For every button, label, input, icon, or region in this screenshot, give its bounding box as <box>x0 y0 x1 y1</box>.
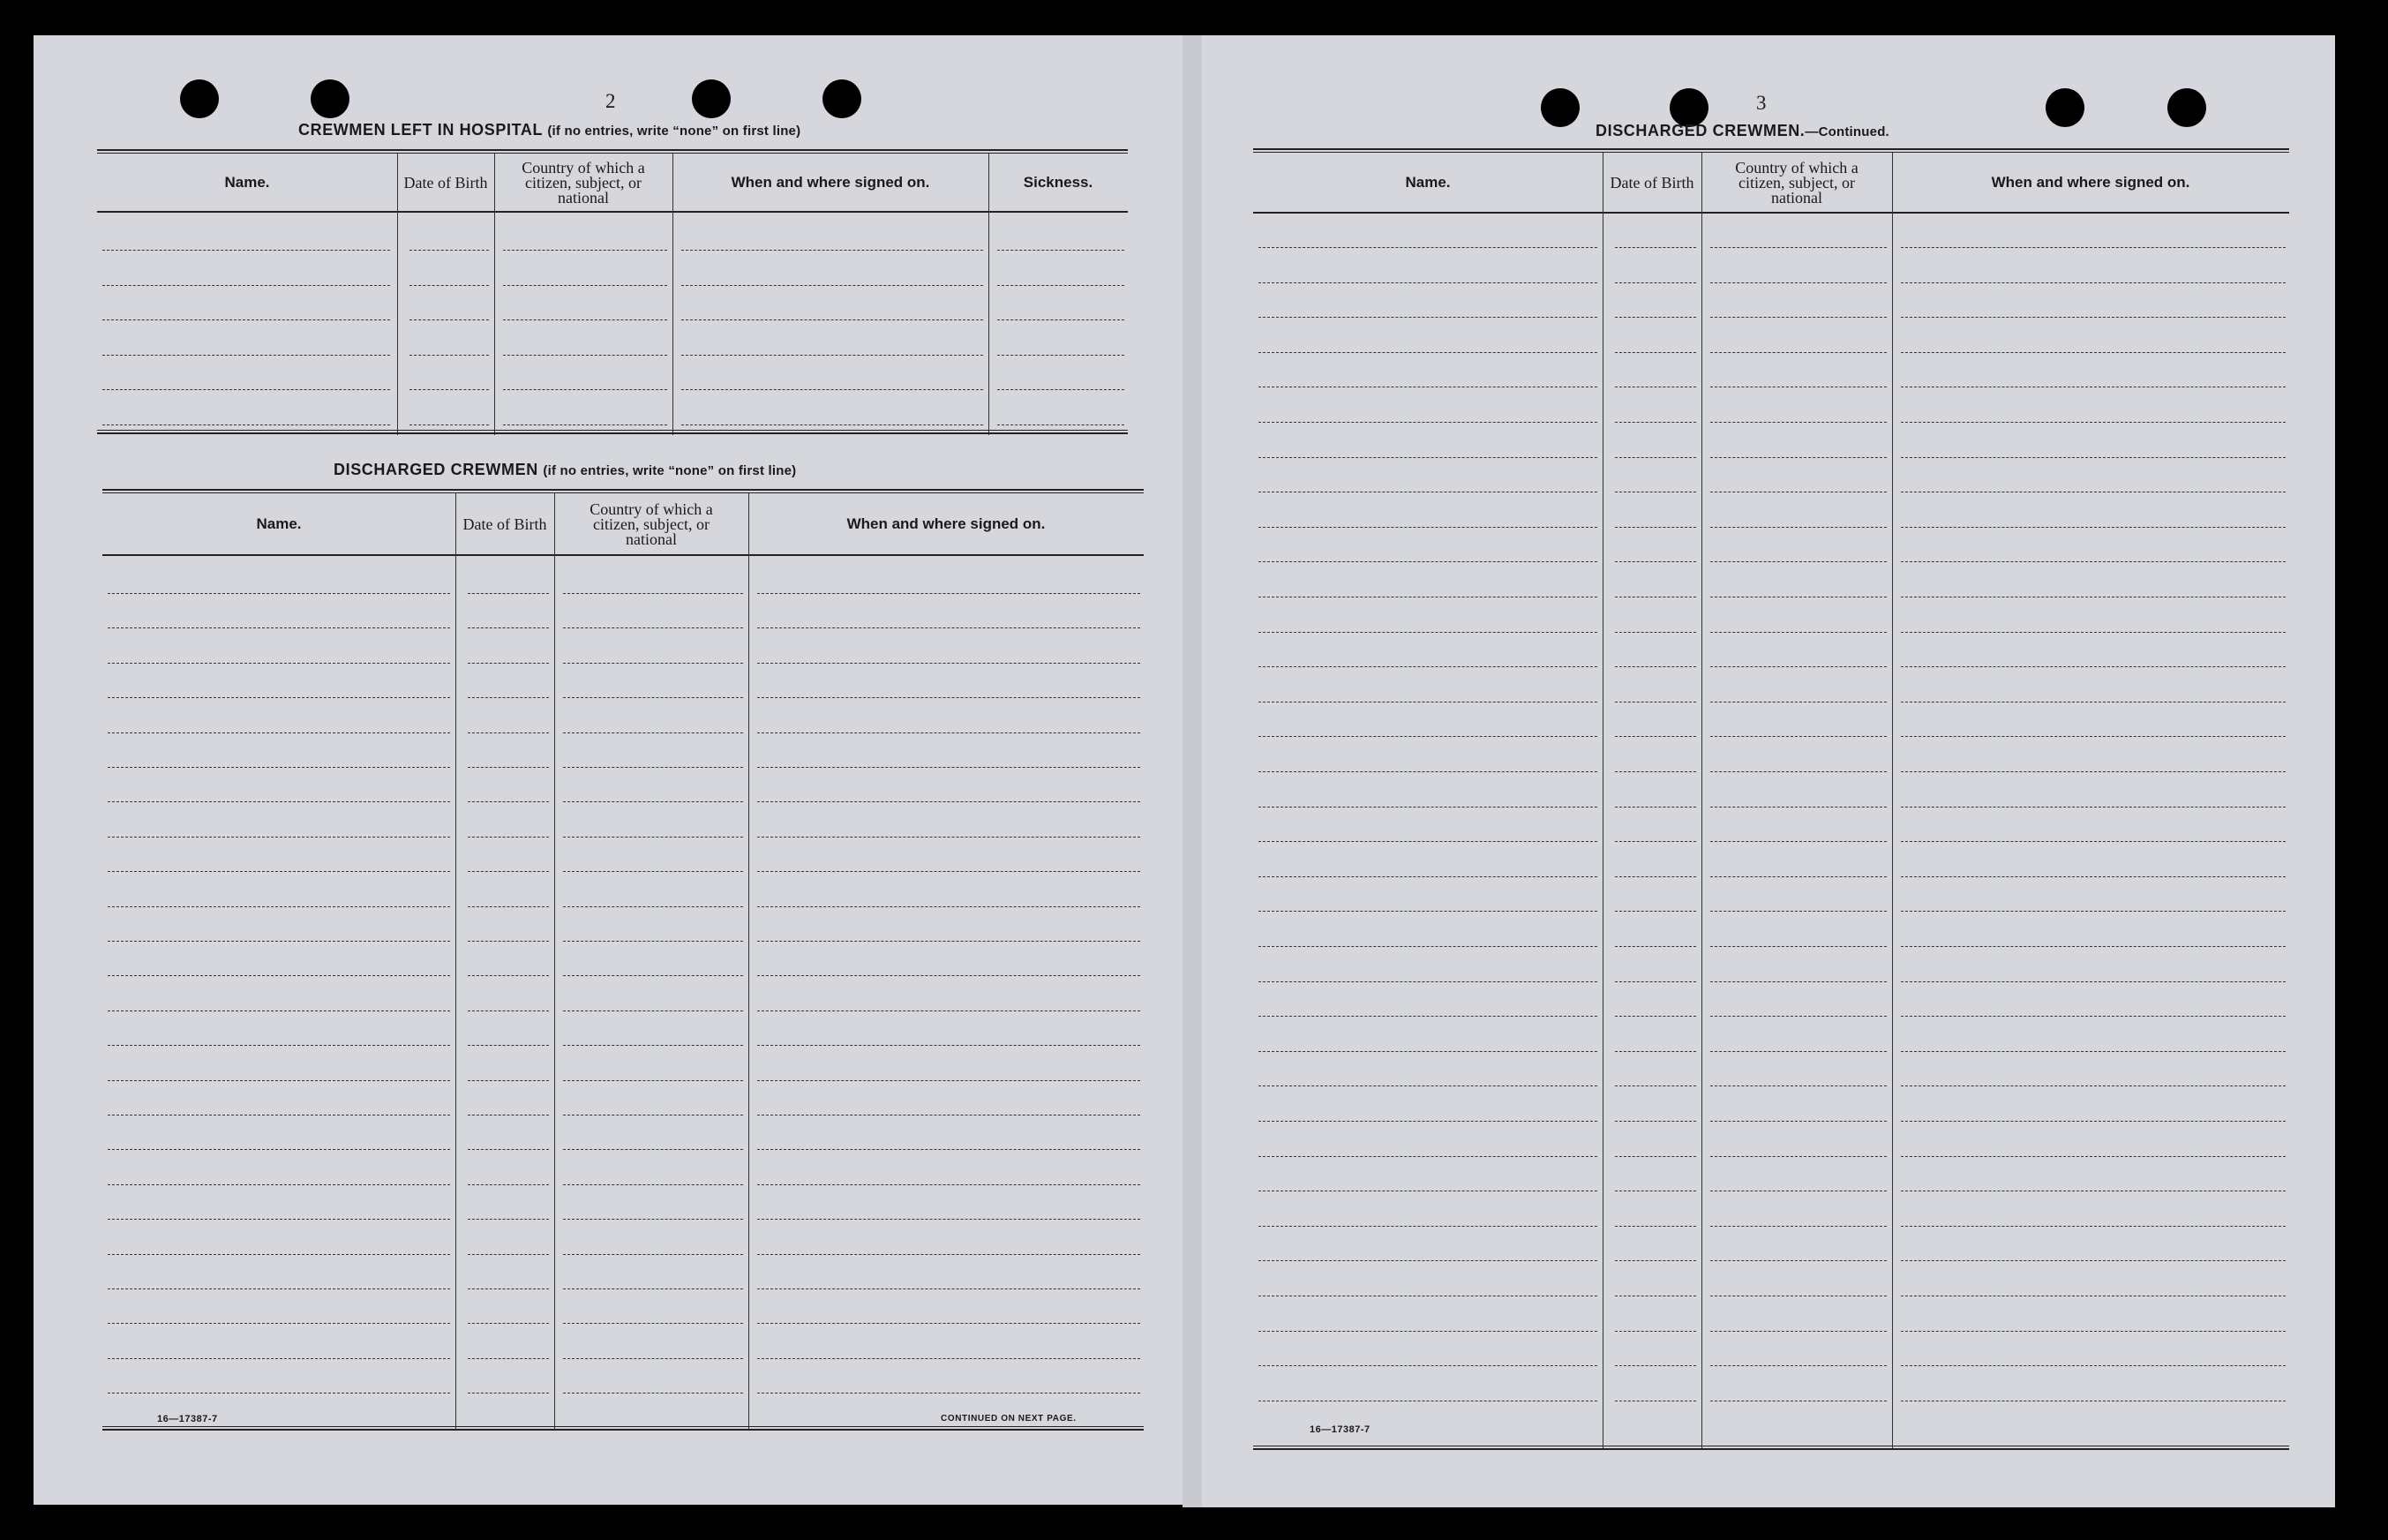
entry-line <box>563 1149 743 1150</box>
page-number: 3 <box>1756 92 1767 114</box>
column-divider <box>1701 153 1702 1450</box>
entry-line <box>108 801 450 802</box>
header-rule <box>97 211 1128 213</box>
entry-line <box>102 250 390 251</box>
entry-line <box>563 1219 743 1220</box>
punch-hole <box>2046 88 2084 127</box>
entry-line <box>1258 841 1597 842</box>
entry-line <box>1615 1365 1696 1366</box>
entry-line <box>1710 981 1887 982</box>
entry-line <box>757 1115 1140 1116</box>
entry-line <box>1901 561 2286 562</box>
entry-line <box>1901 841 2286 842</box>
entry-line <box>1615 352 1696 353</box>
entry-line <box>1615 876 1696 877</box>
column-divider <box>554 493 555 1431</box>
entry-line <box>1615 1016 1696 1017</box>
entry-line <box>757 941 1140 942</box>
entry-line <box>468 1115 549 1116</box>
punch-hole <box>692 79 731 118</box>
entry-line <box>1258 632 1597 633</box>
entry-line <box>1258 1156 1597 1157</box>
table-bottom-rule <box>97 430 1128 434</box>
entry-line <box>468 767 549 768</box>
entry-line <box>108 1393 450 1394</box>
entry-line <box>1901 666 2286 667</box>
entry-line <box>503 389 667 390</box>
table-top-rule <box>97 149 1128 154</box>
entry-line <box>108 767 450 768</box>
punch-hole <box>311 79 349 118</box>
entry-line <box>108 697 450 698</box>
entry-line <box>757 697 1140 698</box>
entry-line <box>108 1358 450 1359</box>
entry-line <box>1710 807 1887 808</box>
entry-line <box>1258 247 1597 248</box>
form-code: 16—17387-7 <box>157 1414 218 1424</box>
entry-line <box>102 319 390 320</box>
entry-line <box>563 593 743 594</box>
entry-line <box>108 975 450 976</box>
entry-line <box>1710 946 1887 947</box>
right-page <box>1202 35 2335 1507</box>
discharged-continued-title: DISCHARGED CREWMEN.—Continued. <box>1596 122 1889 139</box>
table-top-rule <box>102 489 1144 493</box>
entry-line <box>108 1115 450 1116</box>
entry-line <box>563 627 743 628</box>
hospital-table <box>97 149 1128 435</box>
entry-line <box>1901 422 2286 423</box>
entry-line <box>1615 981 1696 982</box>
dob-column-header: Date of Birth <box>462 515 547 533</box>
section-note: (if no entries, write “none” on first line) <box>543 463 797 478</box>
entry-line <box>1258 1365 1597 1366</box>
entry-line <box>681 250 983 251</box>
punch-hole <box>2167 88 2206 127</box>
entry-line <box>1258 736 1597 737</box>
entry-line <box>1615 736 1696 737</box>
entry-line <box>1258 1016 1597 1017</box>
entry-line <box>1615 1226 1696 1227</box>
entry-line <box>1901 1156 2286 1157</box>
entry-line <box>757 1010 1140 1011</box>
entry-line <box>997 424 1124 425</box>
entry-line <box>1901 946 2286 947</box>
entry-line <box>468 801 549 802</box>
entry-line <box>468 1254 549 1255</box>
table-top-rule <box>1253 148 2289 153</box>
entry-line <box>757 975 1140 976</box>
dob-column-header: Date of Birth <box>1610 173 1694 192</box>
entry-line <box>563 1184 743 1185</box>
signed-column-header: When and where signed on. <box>731 174 930 191</box>
entry-line <box>1901 282 2286 283</box>
header-rule <box>1253 212 2289 214</box>
entry-line <box>1901 457 2286 458</box>
entry-line <box>1710 457 1887 458</box>
header-rule <box>102 554 1144 556</box>
entry-line <box>563 1010 743 1011</box>
entry-line <box>108 1184 450 1185</box>
entry-line <box>1258 457 1597 458</box>
entry-line <box>1710 771 1887 772</box>
entry-line <box>757 1184 1140 1185</box>
entry-line <box>1615 946 1696 947</box>
form-code: 16—17387-7 <box>1310 1424 1370 1435</box>
discharged-table <box>102 489 1144 1442</box>
entry-line <box>1710 1156 1887 1157</box>
entry-line <box>468 1393 549 1394</box>
entry-line <box>1258 352 1597 353</box>
entry-line <box>1258 1331 1597 1332</box>
entry-line <box>563 941 743 942</box>
entry-line <box>1258 1121 1597 1122</box>
entry-line <box>563 837 743 838</box>
entry-line <box>757 627 1140 628</box>
entry-line <box>409 250 489 251</box>
name-column-header: Name. <box>256 515 302 532</box>
entry-line <box>681 389 983 390</box>
entry-line <box>503 285 667 286</box>
entry-line <box>108 593 450 594</box>
entry-line <box>757 732 1140 733</box>
entry-line <box>108 871 450 872</box>
entry-line <box>757 871 1140 872</box>
entry-line <box>409 285 489 286</box>
entry-line <box>563 1393 743 1394</box>
entry-line <box>108 732 450 733</box>
entry-line <box>563 871 743 872</box>
entry-line <box>108 1149 450 1150</box>
entry-line <box>1710 561 1887 562</box>
entry-line <box>563 1288 743 1289</box>
left-page <box>34 35 1183 1505</box>
entry-line <box>1710 1051 1887 1052</box>
entry-line <box>468 1080 549 1081</box>
entry-line <box>1615 1331 1696 1332</box>
entry-line <box>1615 1156 1696 1157</box>
entry-line <box>1901 1051 2286 1052</box>
entry-line <box>468 1184 549 1185</box>
entry-line <box>1258 876 1597 877</box>
entry-line <box>468 941 549 942</box>
entry-line <box>1258 807 1597 808</box>
entry-line <box>108 1080 450 1081</box>
punch-hole <box>1541 88 1580 127</box>
entry-line <box>1710 1016 1887 1017</box>
entry-line <box>757 801 1140 802</box>
entry-line <box>1258 527 1597 528</box>
entry-line <box>108 1323 450 1324</box>
entry-line <box>468 1323 549 1324</box>
discharged-section-title: DISCHARGED CREWMEN (if no entries, write “none” on first line) <box>334 461 797 478</box>
country-column-header: Country of which a citizen, subject, or national <box>1735 158 1859 207</box>
entry-line <box>1615 632 1696 633</box>
title-suffix: —Continued. <box>1805 124 1889 139</box>
entry-line <box>757 906 1140 907</box>
entry-line <box>1901 1365 2286 1366</box>
entry-line <box>681 319 983 320</box>
entry-line <box>563 1080 743 1081</box>
entry-line <box>563 1045 743 1046</box>
entry-line <box>1901 1331 2286 1332</box>
entry-line <box>757 767 1140 768</box>
entry-line <box>1258 666 1597 667</box>
entry-line <box>681 285 983 286</box>
sickness-column-header: Sickness. <box>1023 174 1093 191</box>
entry-line <box>108 1010 450 1011</box>
entry-line <box>1901 1226 2286 1227</box>
entry-line <box>1901 736 2286 737</box>
entry-line <box>1710 841 1887 842</box>
entry-line <box>757 1254 1140 1255</box>
entry-line <box>757 1219 1140 1220</box>
entry-line <box>1258 282 1597 283</box>
entry-line <box>757 1080 1140 1081</box>
entry-line <box>1258 981 1597 982</box>
entry-line <box>1615 527 1696 528</box>
entry-line <box>468 1010 549 1011</box>
entry-line <box>757 1149 1140 1150</box>
entry-line <box>468 732 549 733</box>
entry-line <box>1258 317 1597 318</box>
entry-line <box>563 1358 743 1359</box>
entry-line <box>1710 1331 1887 1332</box>
entry-line <box>1901 1016 2286 1017</box>
entry-line <box>108 906 450 907</box>
entry-line <box>1901 807 2286 808</box>
entry-line <box>409 355 489 356</box>
entry-line <box>563 1323 743 1324</box>
entry-line <box>468 663 549 664</box>
country-column-header: Country of which a citizen, subject, or national <box>522 158 645 207</box>
entry-line <box>409 424 489 425</box>
entry-line <box>468 697 549 698</box>
entry-line <box>757 1288 1140 1289</box>
signed-column-header: When and where signed on. <box>1991 174 2190 191</box>
entry-line <box>757 593 1140 594</box>
entry-line <box>1258 1051 1597 1052</box>
punch-hole <box>180 79 219 118</box>
entry-line <box>1615 422 1696 423</box>
entry-line <box>1615 841 1696 842</box>
entry-line <box>681 424 983 425</box>
entry-line <box>757 1393 1140 1394</box>
entry-line <box>1710 911 1887 912</box>
entry-line <box>503 250 667 251</box>
entry-line <box>1710 736 1887 737</box>
entry-line <box>1710 632 1887 633</box>
entry-line <box>1901 911 2286 912</box>
page-gutter <box>1183 35 1202 1507</box>
entry-line <box>503 355 667 356</box>
entry-line <box>1710 1121 1887 1122</box>
entry-line <box>757 1358 1140 1359</box>
entry-line <box>563 663 743 664</box>
section-note: (if no entries, write “none” on first line) <box>547 124 801 139</box>
entry-line <box>108 627 450 628</box>
entry-line <box>1710 422 1887 423</box>
entry-line <box>563 906 743 907</box>
column-divider <box>748 493 749 1431</box>
entry-line <box>1258 946 1597 947</box>
hospital-section-title: CREWMEN LEFT IN HOSPITAL (if no entries, write “none” on first line) <box>298 121 801 139</box>
entry-line <box>1710 317 1887 318</box>
entry-line <box>1258 911 1597 912</box>
entry-line <box>1710 666 1887 667</box>
entry-line <box>997 319 1124 320</box>
entry-line <box>1615 457 1696 458</box>
entry-line <box>1615 1260 1696 1261</box>
entry-line <box>468 871 549 872</box>
entry-line <box>757 837 1140 838</box>
entry-line <box>1901 632 2286 633</box>
discharged-continued-table <box>1253 148 2289 1454</box>
entry-line <box>563 697 743 698</box>
entry-line <box>1710 876 1887 877</box>
column-divider <box>1892 153 1893 1450</box>
signed-column-header: When and where signed on. <box>846 515 1046 532</box>
entry-line <box>102 285 390 286</box>
entry-line <box>563 1254 743 1255</box>
entry-line <box>563 801 743 802</box>
entry-line <box>563 767 743 768</box>
entry-line <box>1710 247 1887 248</box>
entry-line <box>1258 422 1597 423</box>
entry-line <box>1901 527 2286 528</box>
entry-line <box>563 732 743 733</box>
entry-line <box>1615 247 1696 248</box>
entry-line <box>997 389 1124 390</box>
entry-line <box>997 250 1124 251</box>
entry-line <box>1258 771 1597 772</box>
entry-line <box>468 1219 549 1220</box>
entry-line <box>1615 561 1696 562</box>
entry-line <box>1901 771 2286 772</box>
entry-line <box>468 906 549 907</box>
entry-line <box>468 1288 549 1289</box>
country-column-header: Country of which a citizen, subject, or national <box>589 500 713 548</box>
entry-line <box>468 1045 549 1046</box>
entry-line <box>108 1254 450 1255</box>
entry-line <box>409 319 489 320</box>
table-bottom-rule <box>1253 1446 2289 1450</box>
entry-line <box>997 285 1124 286</box>
name-column-header: Name. <box>224 174 270 191</box>
entry-line <box>1258 561 1597 562</box>
entry-line <box>1901 317 2286 318</box>
entry-line <box>108 941 450 942</box>
table-bottom-rule <box>102 1426 1144 1431</box>
entry-line <box>108 663 450 664</box>
entry-line <box>1615 666 1696 667</box>
entry-line <box>1615 771 1696 772</box>
entry-line <box>409 389 489 390</box>
entry-line <box>1710 352 1887 353</box>
entry-line <box>757 1045 1140 1046</box>
entry-line <box>468 1358 549 1359</box>
dob-column-header: Date of Birth <box>403 173 488 192</box>
entry-line <box>1615 1051 1696 1052</box>
entry-line <box>468 837 549 838</box>
entry-line <box>563 1115 743 1116</box>
column-divider <box>455 493 456 1431</box>
entry-line <box>1710 527 1887 528</box>
punch-hole <box>822 79 861 118</box>
entry-line <box>1615 1121 1696 1122</box>
entry-line <box>108 1288 450 1289</box>
entry-line <box>108 1045 450 1046</box>
name-column-header: Name. <box>1405 174 1451 191</box>
entry-line <box>468 627 549 628</box>
entry-line <box>503 319 667 320</box>
entry-line <box>1901 981 2286 982</box>
entry-line <box>102 424 390 425</box>
continued-note: CONTINUED ON NEXT PAGE. <box>941 1414 1077 1424</box>
entry-line <box>1615 911 1696 912</box>
entry-line <box>468 593 549 594</box>
entry-line <box>108 837 450 838</box>
entry-line <box>757 663 1140 664</box>
entry-line <box>1258 1226 1597 1227</box>
entry-line <box>1901 247 2286 248</box>
entry-line <box>108 1219 450 1220</box>
entry-line <box>1615 807 1696 808</box>
entry-line <box>102 389 390 390</box>
entry-line <box>1901 352 2286 353</box>
entry-line <box>757 1323 1140 1324</box>
entry-line <box>1615 317 1696 318</box>
entry-line <box>1901 876 2286 877</box>
entry-line <box>1901 1260 2286 1261</box>
entry-line <box>468 975 549 976</box>
entry-line <box>1901 1121 2286 1122</box>
entry-line <box>681 355 983 356</box>
entry-line <box>503 424 667 425</box>
entry-line <box>1710 1260 1887 1261</box>
entry-line <box>1710 1365 1887 1366</box>
entry-line <box>1710 1226 1887 1227</box>
entry-line <box>102 355 390 356</box>
entry-line <box>1615 282 1696 283</box>
entry-line <box>1710 282 1887 283</box>
entry-line <box>563 975 743 976</box>
entry-line <box>997 355 1124 356</box>
entry-line <box>1258 1260 1597 1261</box>
page-number: 2 <box>605 90 616 112</box>
entry-line <box>468 1149 549 1150</box>
